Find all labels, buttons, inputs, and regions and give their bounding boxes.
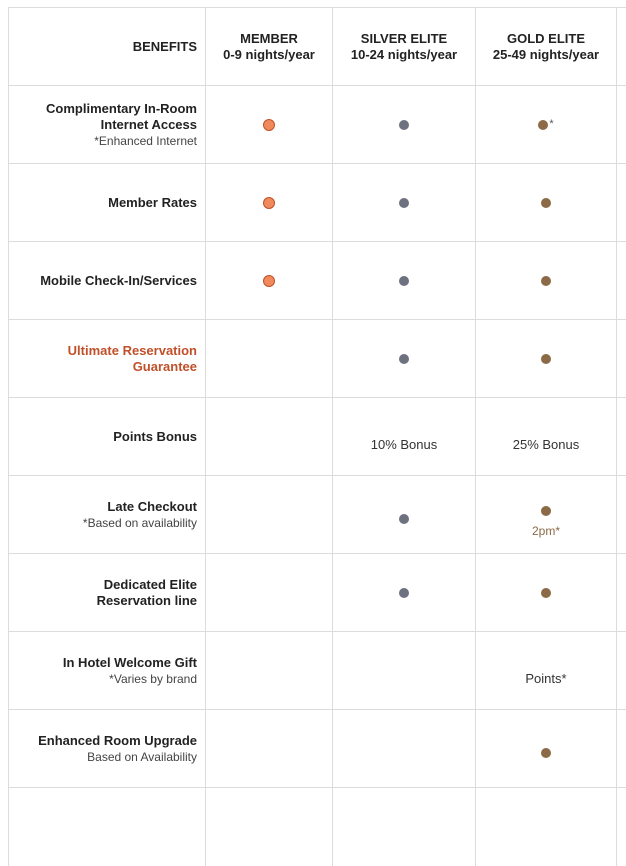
gold-included-dot-icon (541, 748, 551, 758)
overflow-cell (617, 8, 626, 85)
benefit-cell (9, 164, 206, 241)
gold-checkout-time: 2pm* (531, 524, 560, 538)
benefit-cell (9, 398, 206, 475)
benefit-cell (9, 476, 206, 553)
member-cell (206, 164, 333, 241)
member-cell (206, 320, 333, 397)
silver-included-dot-icon (399, 354, 409, 364)
benefit-cell (9, 242, 206, 319)
table-row (9, 164, 626, 242)
silver-cell (333, 554, 476, 631)
gold-gift-text: Points* (525, 671, 567, 686)
benefit-note: *Varies by brand (109, 671, 197, 686)
silver-cell (333, 320, 476, 397)
gold-tier-nights: 25-49 nights/year (492, 46, 600, 62)
gold-cell (476, 632, 617, 709)
benefit-name: Dedicated Elite Reservation line (96, 576, 197, 608)
silver-included-dot-icon (399, 198, 409, 208)
silver-included-dot-icon (399, 514, 409, 524)
gold-included-dot-icon (541, 276, 551, 286)
gold-cell (476, 554, 617, 631)
benefit-name: Mobile Check-In/Services (40, 272, 197, 288)
gold-bonus-text: 25% Bonus (512, 437, 580, 452)
silver-cell (333, 242, 476, 319)
benefit-name: Late Checkout (107, 498, 197, 514)
gold-header-cell (476, 8, 617, 85)
member-tier-nights: 0-9 nights/year (223, 46, 315, 62)
silver-bonus-text: 10% Bonus (370, 437, 438, 452)
gold-cell (476, 398, 617, 475)
gold-cell (476, 86, 617, 163)
gold-cell (476, 164, 617, 241)
member-cell (206, 242, 333, 319)
gold-cell (476, 242, 617, 319)
silver-included-dot-icon (399, 120, 409, 130)
member-cell (206, 476, 333, 553)
benefit-name: Complimentary In-Room Internet Access (46, 100, 197, 132)
table-header-row (9, 8, 626, 86)
table-row (9, 242, 626, 320)
benefit-cell (9, 86, 206, 163)
table-row (9, 554, 626, 632)
gold-included-dot-icon (538, 120, 548, 130)
silver-cell (333, 632, 476, 709)
member-cell (206, 632, 333, 709)
benefit-name: Enhanced Room Upgrade (38, 732, 197, 748)
member-header-cell (206, 8, 333, 85)
gold-included-dot-icon (541, 506, 551, 516)
silver-included-dot-icon (399, 588, 409, 598)
silver-tier-name: SILVER ELITE (360, 30, 448, 46)
silver-cell (333, 476, 476, 553)
silver-tier-nights: 10-24 nights/year (350, 46, 458, 62)
table-row-partial (9, 788, 626, 866)
table-row (9, 710, 626, 788)
gold-included-dot-icon (541, 198, 551, 208)
silver-cell (333, 398, 476, 475)
table-row (9, 86, 626, 164)
asterisk-note: * (549, 117, 554, 130)
benefit-cell (9, 710, 206, 787)
member-cell (206, 710, 333, 787)
member-cell (206, 554, 333, 631)
benefits-table (8, 7, 626, 866)
gold-tier-name: GOLD ELITE (507, 30, 585, 46)
benefit-cell (9, 320, 206, 397)
benefit-name: Points Bonus (113, 429, 197, 444)
table-row (9, 320, 626, 398)
member-cell (206, 86, 333, 163)
member-tier-name: MEMBER (240, 30, 298, 46)
benefit-cell (9, 632, 206, 709)
silver-cell (333, 710, 476, 787)
member-included-dot-icon (263, 275, 275, 287)
silver-cell (333, 164, 476, 241)
benefit-name: In Hotel Welcome Gift (62, 654, 197, 670)
table-row (9, 632, 626, 710)
benefit-note: *Based on availability (82, 515, 197, 530)
benefit-name-link[interactable]: Ultimate Reservation Guarantee (67, 342, 197, 374)
gold-cell (476, 476, 617, 553)
benefits-header-cell (9, 8, 206, 85)
gold-included-dot-icon (541, 588, 551, 598)
table-row (9, 398, 626, 476)
silver-header-cell (333, 8, 476, 85)
table-row (9, 476, 626, 554)
benefit-note: *Enhanced Internet (94, 133, 197, 148)
gold-cell (476, 710, 617, 787)
benefit-note: Based on Availability (87, 749, 197, 764)
silver-cell (333, 86, 476, 163)
member-included-dot-icon (263, 197, 275, 209)
member-cell (206, 398, 333, 475)
benefit-cell (9, 554, 206, 631)
benefit-name: Member Rates (108, 194, 197, 210)
silver-included-dot-icon (399, 276, 409, 286)
benefits-header: BENEFITS (132, 38, 197, 54)
member-included-dot-icon (263, 119, 275, 131)
gold-cell (476, 320, 617, 397)
gold-included-dot-icon (541, 354, 551, 364)
